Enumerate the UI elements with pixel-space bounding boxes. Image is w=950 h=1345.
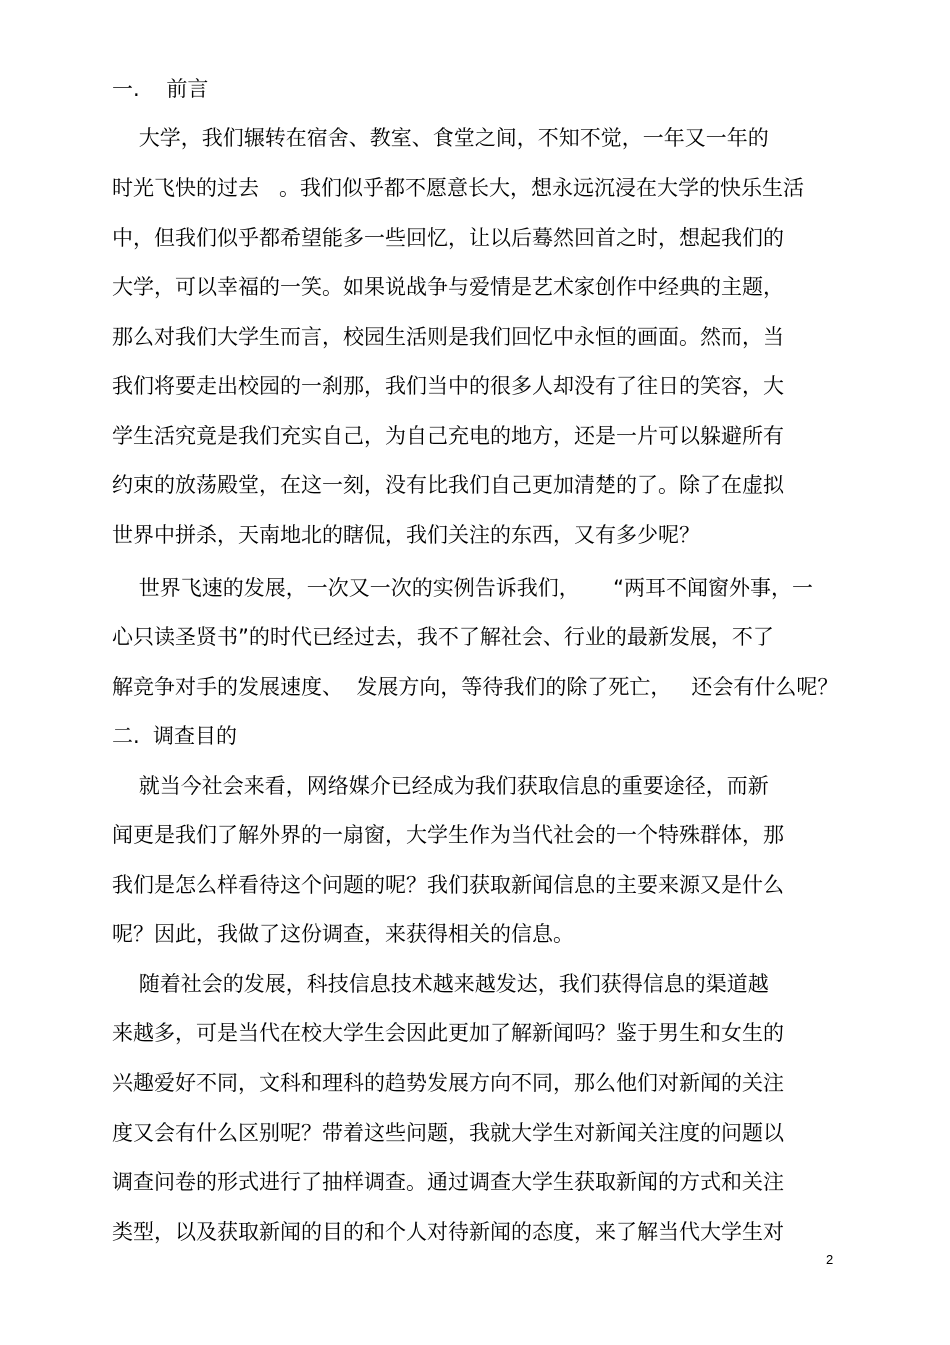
paragraph-line: 心只读圣贤书”的时代已经过去，我不了解社会、行业的最新发展，不了	[112, 625, 774, 649]
paragraph-line: 来越多，可是当代在校大学生会因此更加了解新闻吗？鉴于男生和女生的	[112, 1021, 784, 1045]
paragraph-line: 随着社会的发展，科技信息技术越来越发达，我们获得信息的渠道越	[112, 972, 769, 996]
paragraph-line: 解竞争对手的发展速度、 发展方向，等待我们的除了死亡， 还会有什么呢？	[112, 675, 839, 699]
paragraph-line: 度又会有什么区别呢？带着这些问题，我就大学生对新闻关注度的问题以	[112, 1121, 784, 1145]
page-number: 2	[826, 1252, 834, 1267]
paragraph-line: 兴趣爱好不同，文科和理科的趋势发展方向不同，那么他们对新闻的关注	[112, 1071, 784, 1095]
heading-preface: 一. 前言	[112, 77, 209, 101]
paragraph-line: 世界中拼杀，天南地北的瞎侃，我们关注的东西，又有多少呢？	[112, 523, 700, 547]
heading-purpose: 二. 调查目的	[112, 724, 238, 748]
paragraph-line: 我们是怎么样看待这个问题的呢？我们获取新闻信息的主要来源又是什么	[112, 873, 784, 897]
paragraph-line: 大学，可以幸福的一笑。如果说战争与爱情是艺术家创作中经典的主题，	[112, 275, 784, 299]
paragraph-line: 中，但我们似乎都希望能多一些回忆，让以后蓦然回首之时，想起我们的	[112, 226, 784, 250]
paragraph-line: 类型，以及获取新闻的目的和个人对待新闻的态度，来了解当代大学生对	[112, 1220, 784, 1244]
paragraph-line: 呢？因此，我做了这份调查，来获得相关的信息。	[112, 922, 574, 946]
paragraph-line: 那么对我们大学生而言，校园生活则是我们回忆中永恒的画面。然而，当	[112, 325, 784, 349]
paragraph-line: 就当今社会来看，网络媒介已经成为我们获取信息的重要途径，而新	[112, 774, 769, 798]
paragraph-line: 闻更是我们了解外界的一扇窗，大学生作为当代社会的一个特殊群体，那	[112, 823, 784, 847]
paragraph-line: 约束的放荡殿堂，在这一刻，没有比我们自己更加清楚的了。除了在虚拟	[112, 473, 784, 497]
paragraph-line: 调查问卷的形式进行了抽样调查。通过调查大学生获取新闻的方式和关注	[112, 1170, 784, 1194]
paragraph-line: 大学，我们辗转在宿舍、教室、食堂之间，不知不觉，一年又一年的	[112, 126, 769, 150]
paragraph-line: 世界飞速的发展，一次又一次的实例告诉我们， “两耳不闻窗外事，一	[112, 576, 813, 600]
paragraph-line: 时光飞快的过去 。我们似乎都不愿意长大，想永远沉浸在大学的快乐生活	[112, 176, 805, 200]
paragraph-line: 学生活究竟是我们充实自己，为自己充电的地方，还是一片可以躲避所有	[112, 424, 784, 448]
paragraph-line: 我们将要走出校园的一刹那，我们当中的很多人却没有了往日的笑容，大	[112, 374, 784, 398]
